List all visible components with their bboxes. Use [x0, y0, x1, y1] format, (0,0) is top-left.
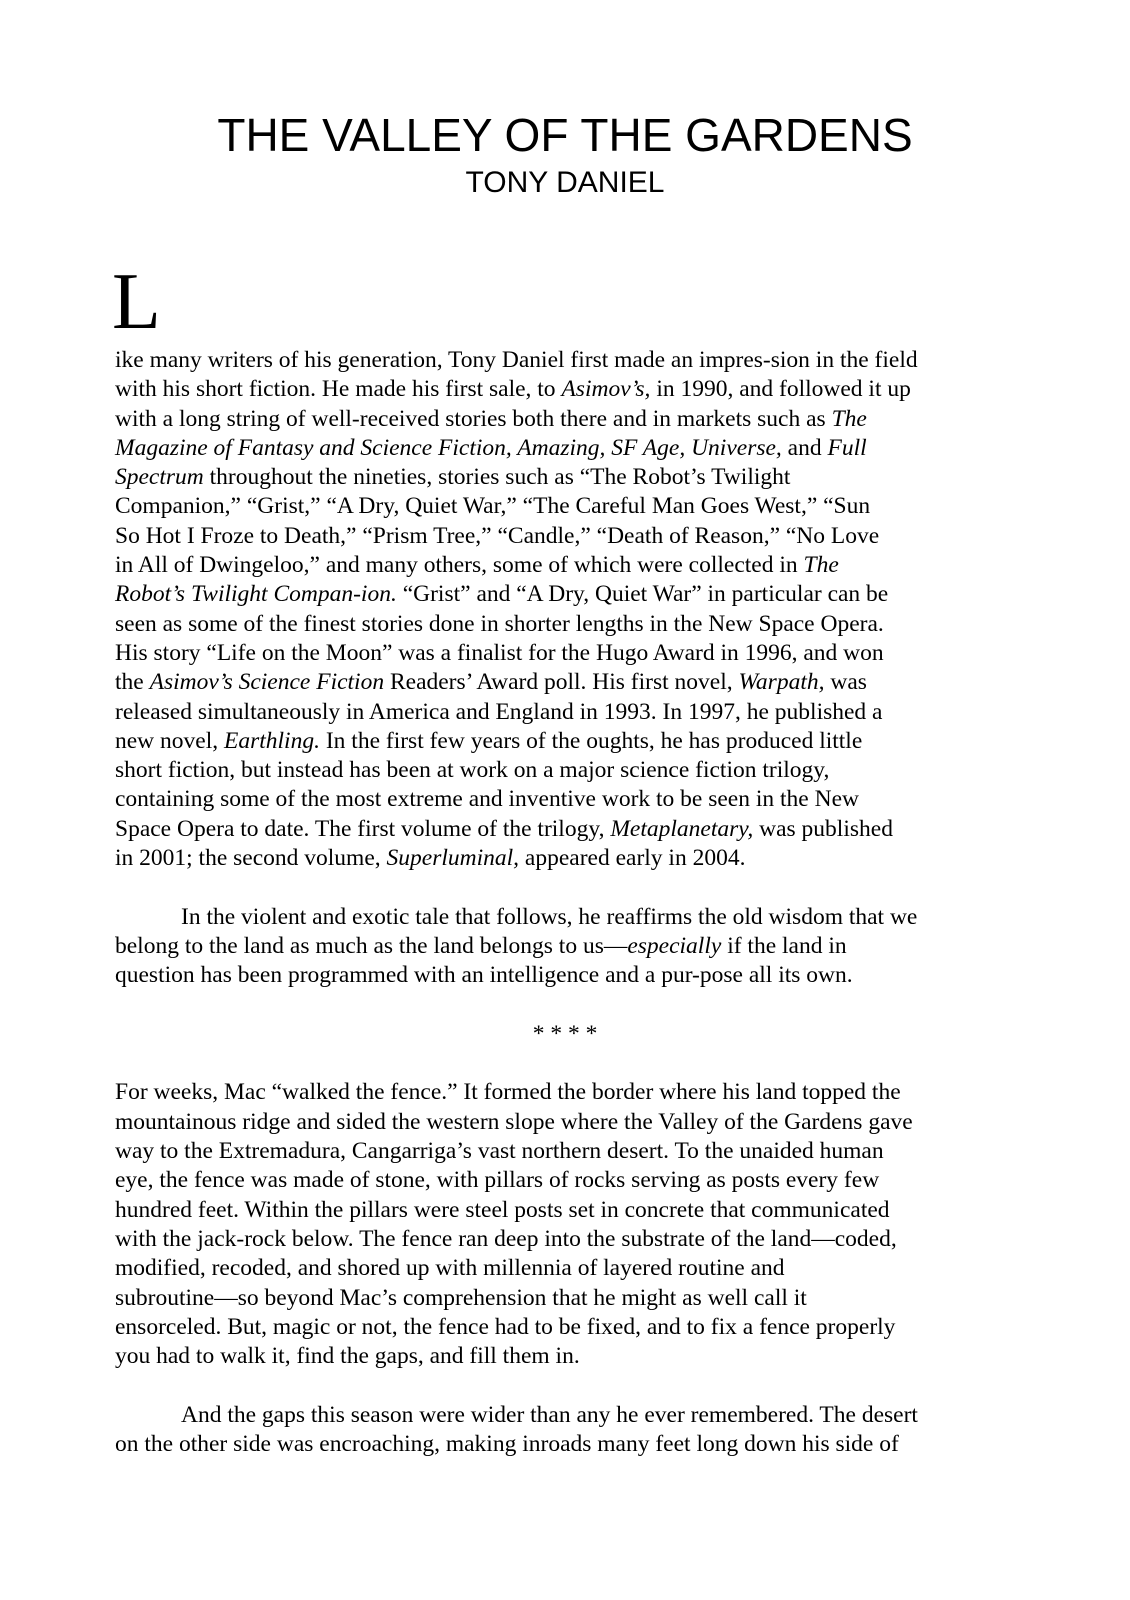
- text-line: mountainous ridge and sided the western slope where the Valley of the Gardens gave: [115, 1108, 913, 1135]
- text-line: question has been programmed with an intelligence and a pur-pose all its own.: [115, 962, 853, 989]
- body-text: [115, 346, 1015, 1459]
- text-line: seen as some of the finest stories done in shorter lengths in the New Space Opera.: [115, 610, 884, 637]
- story-title: THE VALLEY OF THE GARDENS: [217, 109, 913, 161]
- text-line: Spectrum throughout the nineties, stories such as “The Robot’s Twilight: [115, 464, 791, 491]
- text-line: ike many writers of his generation, Tony Daniel first made an impres-sion in the field: [115, 347, 918, 373]
- text-line: with his short fiction. He made his first sale, to Asimov’s, in 1990, and followed it up: [115, 376, 911, 403]
- intro-paragraph: [115, 346, 1015, 873]
- story-paragraph: [115, 1078, 1015, 1371]
- text-line: belong to the land as much as the land belongs to us—especially if the land in: [115, 932, 847, 959]
- text-line: In the violent and exotic tale that follows, he reaffirms the old wisdom that we: [181, 903, 918, 930]
- text-line: with a long string of well-received stories both there and in markets such as The: [115, 405, 867, 432]
- drop-cap: L: [112, 258, 161, 346]
- text-line: in 2001; the second volume, Superluminal, appeared early in 2004.: [115, 845, 746, 872]
- text-line: subroutine—so beyond Mac’s comprehension that he might as well call it: [115, 1284, 807, 1311]
- text-line: the Asimov’s Science Fiction Readers’ Award poll. His first novel, Warpath, was: [115, 669, 867, 696]
- text-line: ensorceled. But, magic or not, the fence had to be fixed, and to fix a fence properly: [115, 1313, 896, 1340]
- text-line: in All of Dwingeloo,” and many others, some of which were collected in The: [115, 552, 839, 579]
- text-line: released simultaneously in America and England in 1993. In 1997, he published a: [115, 698, 883, 725]
- text-line: you had to walk it, find the gaps, and fill them in.: [115, 1343, 580, 1370]
- text-line: containing some of the most extreme and inventive work to be seen in the New: [115, 786, 859, 813]
- text-line: with the jack-rock below. The fence ran deep into the substrate of the land—coded,: [115, 1225, 897, 1252]
- text-line: Companion,” “Grist,” “A Dry, Quiet War,” “The Careful Man Goes West,” “Sun: [115, 493, 871, 520]
- text-line: new novel, Earthling. In the first few years of the oughts, he has produced little: [115, 727, 863, 754]
- text-line: on the other side was encroaching, making inroads many feet long down his side of: [115, 1430, 899, 1457]
- author-name: TONY DANIEL: [465, 166, 665, 199]
- text-line: Magazine of Fantasy and Science Fiction, Amazing, SF Age, Universe, and Full: [115, 434, 867, 461]
- text-line: eye, the fence was made of stone, with pillars of rocks serving as posts every few: [115, 1167, 880, 1194]
- intro-paragraph-2: [115, 903, 1015, 991]
- text-line: way to the Extremadura, Cangarriga’s vast northern desert. To the unaided human: [115, 1138, 884, 1165]
- text-line: His story “Life on the Moon” was a finalist for the Hugo Award in 1996, and won: [115, 639, 884, 666]
- text-line: So Hot I Froze to Death,” “Prism Tree,” “Candle,” “Death of Reason,” “No Love: [115, 522, 880, 549]
- text-line: modified, recoded, and shored up with millennia of layered routine and: [115, 1255, 785, 1282]
- text-line: Robot’s Twilight Compan-ion. “Grist” and “A Dry, Quiet War” in particular can be: [115, 581, 889, 608]
- text-line: Space Opera to date. The first volume of the trilogy, Metaplanetary, was published: [115, 815, 893, 842]
- text-line: short fiction, but instead has been at work on a major science fiction trilogy,: [115, 757, 830, 784]
- text-line: hundred feet. Within the pillars were steel posts set in concrete that communicated: [115, 1196, 890, 1223]
- story-paragraph-2: [115, 1401, 1015, 1460]
- section-separator: * * * *: [532, 1020, 598, 1047]
- text-line: And the gaps this season were wider than any he ever remembered. The desert: [181, 1401, 918, 1428]
- text-line: For weeks, Mac “walked the fence.” It formed the border where his land topped the: [115, 1079, 901, 1106]
